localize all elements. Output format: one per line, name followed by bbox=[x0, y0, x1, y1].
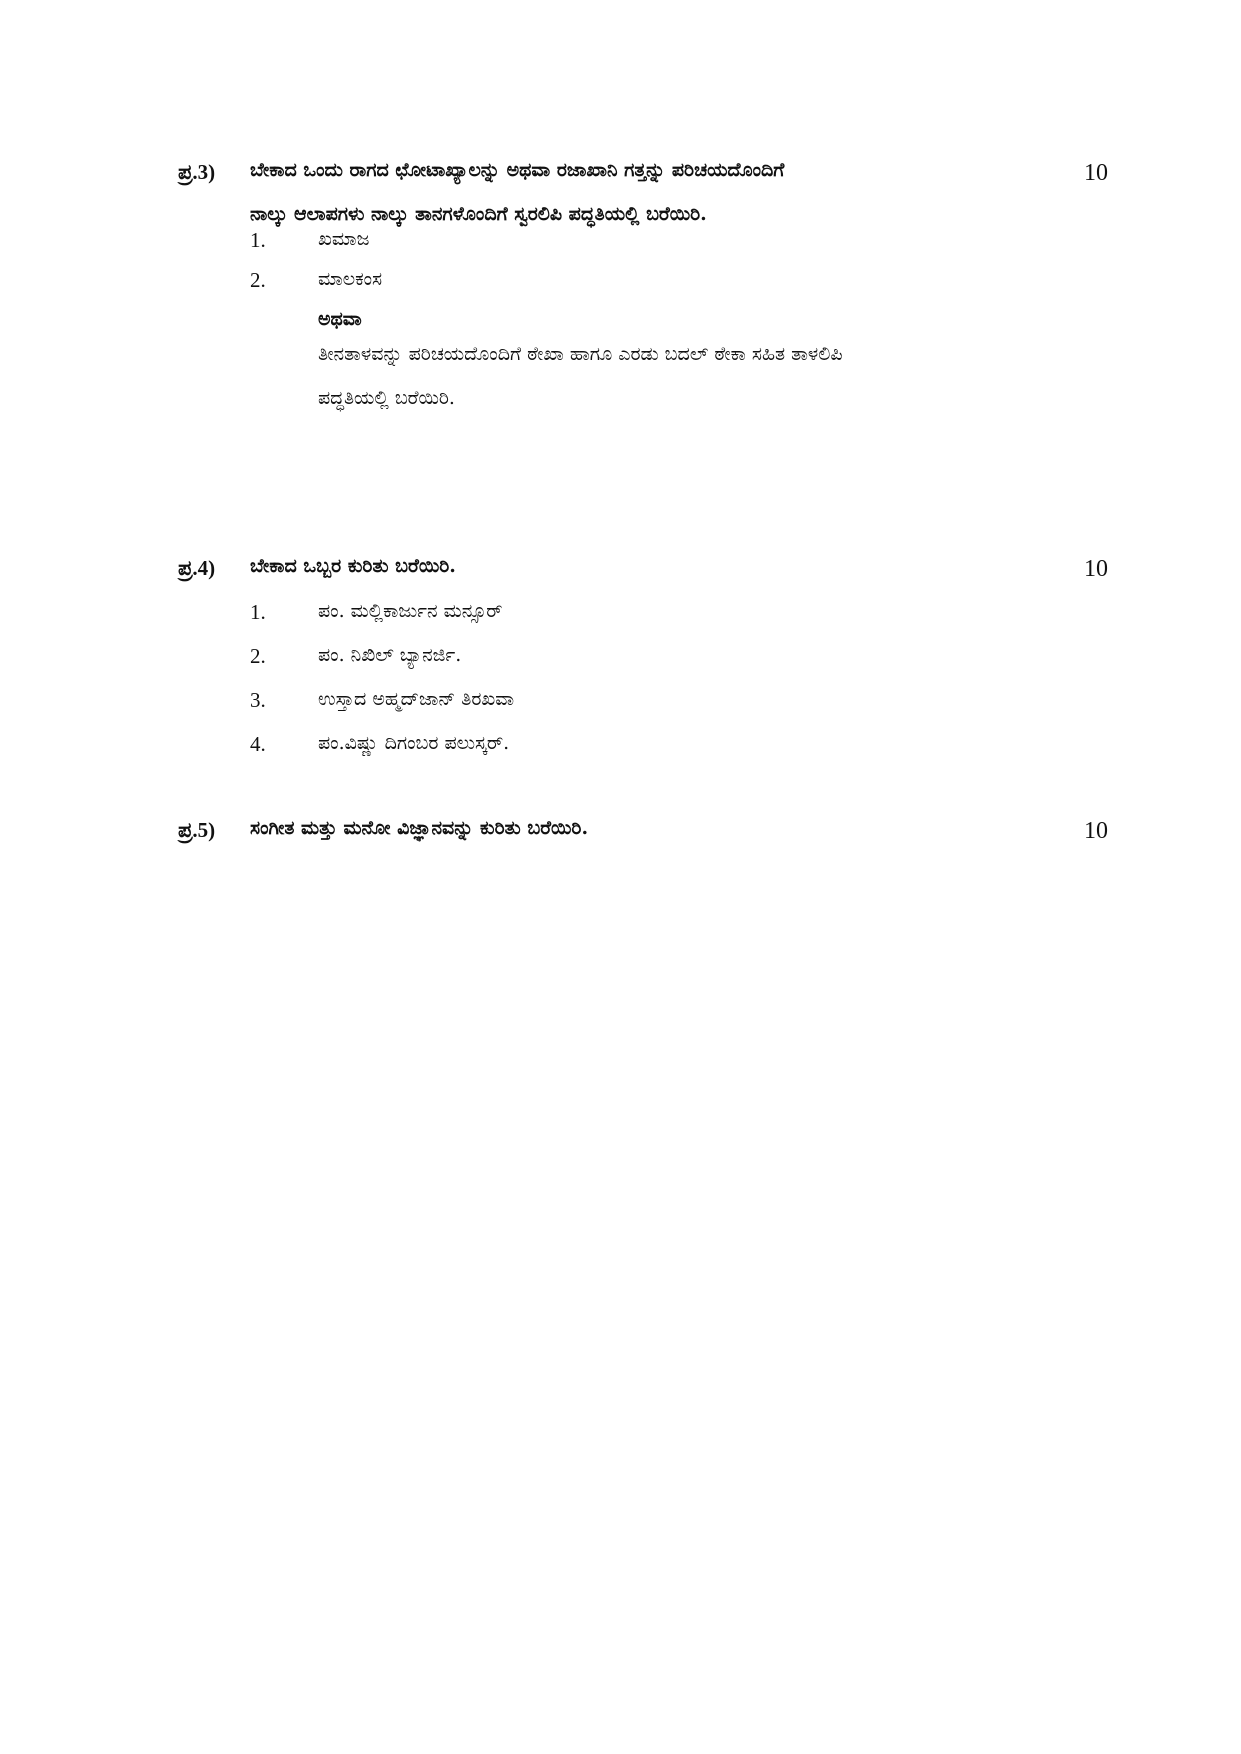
alternative-line: ಪದ್ಧತಿಯಲ್ಲಿ ಬರೆಯಿರಿ. bbox=[318, 387, 455, 409]
question-text bbox=[250, 806, 970, 850]
or-label: ಅಥವಾ bbox=[318, 308, 362, 330]
option-number: 2. bbox=[250, 644, 266, 668]
option-number: 3. bbox=[250, 688, 266, 712]
option-number: 1. bbox=[250, 600, 266, 624]
option-text: ಪಂ.ವಿಷ್ಣು ದಿಗಂಬರ ಪಲುಸ್ಕರ್. bbox=[318, 732, 510, 754]
alternative-question-text bbox=[318, 332, 1118, 420]
option-text: ಪಂ. ಮಲ್ಲಿಕಾರ್ಜುನ ಮನ್ಸೂರ್ bbox=[318, 600, 503, 622]
question-text bbox=[250, 544, 970, 588]
option-number: 1. bbox=[250, 228, 266, 252]
option-text: ಖಮಾಜ bbox=[318, 228, 370, 250]
alternative-line: ತೀನತಾಳವನ್ನು ಪರಿಚಯದೊಂದಿಗೆ ಠೇಖಾ ಹಾಗೂ ಎರಡು ಬದಲ್ ಠೇಕಾ ಸಹಿತ ತಾಳಲಿಪಿ bbox=[318, 343, 843, 365]
question-marks: 10 bbox=[1084, 160, 1108, 186]
option-text: ಮಾಲಕಂಸ bbox=[318, 268, 383, 290]
question-number: ಪ್ರ.4) bbox=[178, 556, 216, 580]
question-number: ಪ್ರ.5) bbox=[178, 818, 216, 842]
option-number: 2. bbox=[250, 268, 266, 292]
question-number: ಪ್ರ.3) bbox=[178, 160, 216, 184]
question-line: ನಾಲ್ಕು ಆಲಾಪಗಳು ನಾಲ್ಕು ತಾನಗಳೊಂದಿಗೆ ಸ್ವರಲಿಪಿ ಪದ್ಧತಿಯಲ್ಲಿ ಬರೆಯಿರಿ. bbox=[250, 203, 707, 225]
option-text: ಉಸ್ತಾದ ಅಹ್ಮದ್‌ಜಾನ್ ತಿರಖವಾ bbox=[318, 688, 515, 710]
option-number: 4. bbox=[250, 732, 266, 756]
question-marks: 10 bbox=[1084, 818, 1108, 844]
question-line: ಸಂಗೀತ ಮತ್ತು ಮನೋ ವಿಜ್ಞಾನವನ್ನು ಕುರಿತು ಬರೆಯಿರಿ. bbox=[250, 817, 589, 839]
question-text bbox=[250, 148, 970, 236]
question-5 bbox=[178, 817, 1108, 858]
option-text: ಪಂ. ನಿಖಿಲ್ ಬ್ಯಾನರ್ಜಿ. bbox=[318, 644, 462, 666]
question-line: ಬೇಕಾದ ಒಂದು ರಾಗದ ಛೋಟಾಖ್ಯಾಲನ್ನು ಅಥವಾ ರಜಾಖಾನಿ ಗತ್ತನ್ನು ಪರಿಚಯದೊಂದಿಗೆ bbox=[250, 159, 785, 181]
question-3 bbox=[178, 159, 1108, 420]
question-line: ಬೇಕಾದ ಒಬ್ಬರ ಕುರಿತು ಬರೆಯಿರಿ. bbox=[250, 555, 456, 577]
question-marks: 10 bbox=[1084, 556, 1108, 582]
question-4 bbox=[178, 555, 1108, 756]
